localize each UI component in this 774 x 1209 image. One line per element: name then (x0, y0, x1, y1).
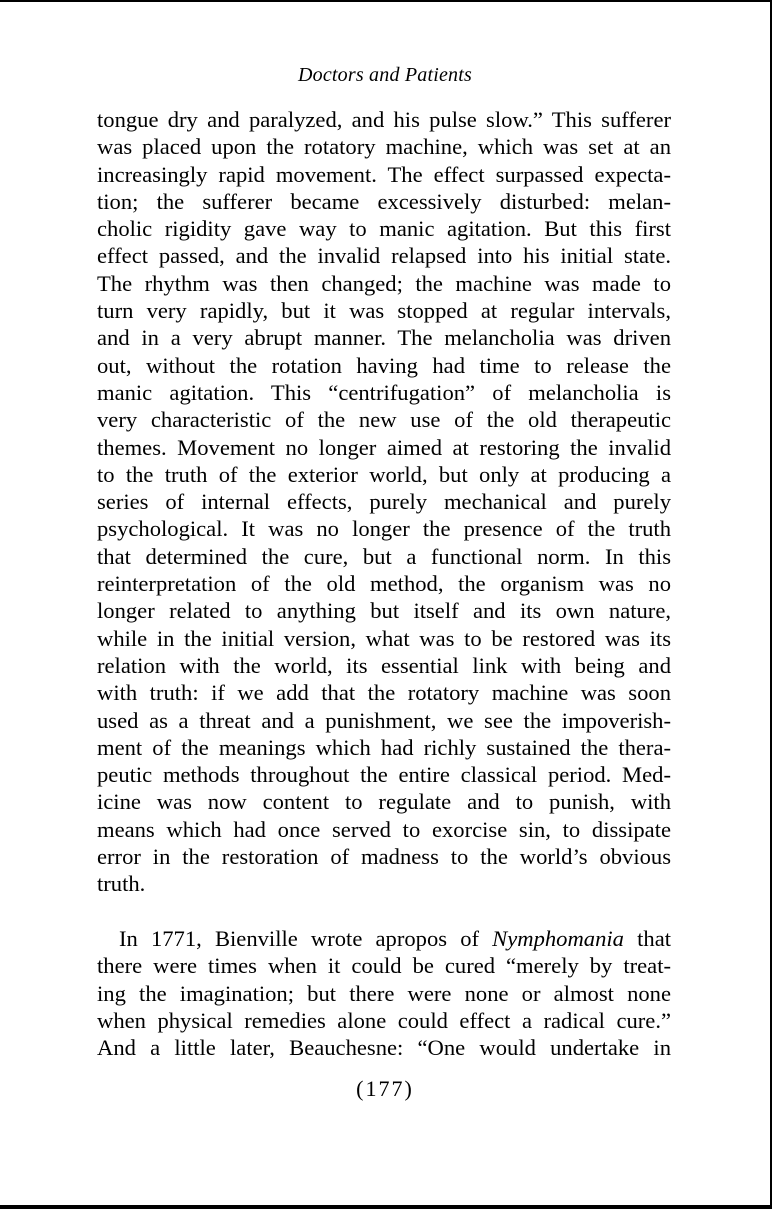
text-line: that determined the cure, but a functional norm. In this (97, 543, 671, 569)
text-line: psychological. It was no longer the presence of the truth (97, 516, 671, 542)
text-line: means which had once served to exorcise sin, to dissipate (97, 816, 671, 842)
text-line: error in the restoration of madness to the world’s obvious (97, 844, 671, 870)
text-run: In 1771, Bienville wrote apropos of (119, 925, 493, 951)
text-line: longer related to anything but itself and its own nature, (97, 598, 671, 624)
paragraph-gap (97, 898, 671, 925)
text-line: And a little later, Beauchesne: “One would undertake in (97, 1035, 671, 1061)
text-line: ing the imagination; but there were none or almost none (97, 980, 671, 1006)
text-line: out, without the rotation having had time to release the (97, 352, 671, 378)
text-line: used as a threat and a punishment, we see the impoverish- (97, 707, 671, 733)
text-line: was placed upon the rotatory machine, which was set at an (97, 134, 671, 160)
text-line: manic agitation. This “centrifugation” of melancholia is (97, 379, 671, 405)
text-line: reinterpretation of the old method, the organism was no (97, 571, 671, 597)
text-line: tion; the sufferer became excessively disturbed: melan- (97, 188, 671, 214)
text-line: truth. (97, 871, 146, 897)
text-line: while in the initial version, what was to be restored was its (97, 625, 671, 651)
text-line: tongue dry and paralyzed, and his pulse slow.” This sufferer (97, 107, 671, 132)
paragraph-2 (97, 925, 671, 1061)
text-line: peutic methods throughout the entire classical period. Med- (97, 762, 671, 788)
text-run: that (623, 925, 671, 951)
text-line: relation with the world, its essential link with being and (97, 652, 671, 678)
text-line: when physical remedies alone could effect a radical cure.” (97, 1007, 671, 1033)
book-title: Nymphomania (492, 925, 624, 951)
paragraph-1 (97, 106, 671, 898)
text-line: ment of the meanings which had richly sustained the thera- (97, 734, 671, 760)
text-line: icine was now content to regulate and to punish, with (97, 789, 671, 815)
text-line: turn very rapidly, but it was stopped at regular intervals, (97, 298, 671, 324)
text-line: to the truth of the exterior world, but only at producing a (97, 461, 671, 487)
text-line: there were times when it could be cured “merely by treat- (97, 953, 671, 979)
text-line: very characteristic of the new use of the old therapeutic (97, 407, 671, 433)
text-line: increasingly rapid movement. The effect surpassed expecta- (97, 161, 671, 187)
body-text (97, 106, 671, 1061)
text-line: and in a very abrupt manner. The melancholia was driven (97, 325, 671, 351)
page-number: (177) (356, 1076, 414, 1101)
text-line: themes. Movement no longer aimed at restoring the invalid (97, 434, 671, 460)
text-line-first (97, 925, 671, 952)
text-line: The rhythm was then changed; the machine was made to (97, 270, 671, 296)
running-head: Doctors and Patients (298, 64, 472, 86)
text-line: cholic rigidity gave way to manic agitation. But this first (97, 216, 671, 242)
text-line: series of internal effects, purely mechanical and purely (97, 489, 671, 515)
text-line: effect passed, and the invalid relapsed into his initial state. (97, 243, 671, 269)
text-line: with truth: if we add that the rotatory machine was soon (97, 680, 671, 706)
